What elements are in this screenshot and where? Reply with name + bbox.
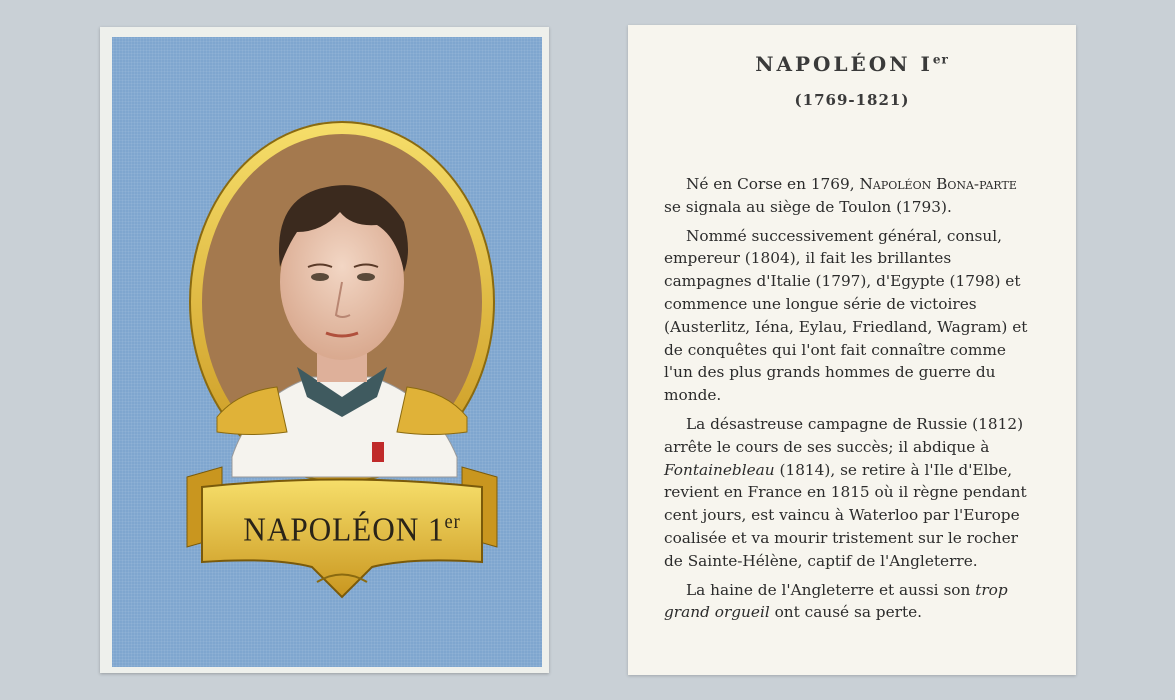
paragraph-3: [664, 413, 1037, 573]
paragraph-1: [664, 173, 1037, 219]
p4-b: trop grand orgueil: [664, 580, 1008, 622]
back-dates: (1769-1821): [794, 91, 910, 109]
back-card: [628, 25, 1076, 675]
p3-a: La désastreuse campagne de Russie (1812) arrête le cours de ses succès; il abdique à: [664, 414, 1024, 456]
front-card-face: [112, 37, 542, 667]
p4-a: La haine de l'Angleterre et aussi son: [686, 580, 976, 599]
back-title: [628, 52, 1076, 76]
p3-c: (1814), se retire à l'Ile d'Elbe, revient en France en 1815 où il règne pendant cent jours, est vaincu à Waterloo par l'Europe coalisée et va mourir tristement sur le rocher de Sainte-Hélène, captif de l'Angleterre.: [664, 460, 1027, 570]
banner-name: [237, 511, 467, 549]
p4-c: ont causé sa perte.: [769, 603, 923, 622]
p1-a: Né en Corse en 1769,: [686, 175, 860, 193]
p1-b: Napoléon Bona-parte: [859, 175, 1017, 193]
p3-b: Fontainebleau: [664, 460, 775, 479]
portrait-illustration: [112, 37, 542, 667]
banner-name-sup: er: [444, 511, 461, 533]
paragraph-4: [664, 579, 1037, 625]
p1-c: se signala au siège de Toulon (1793).: [664, 197, 952, 216]
right-eye: [357, 273, 375, 281]
medal-ribbon: [372, 442, 384, 462]
biography-text: [664, 173, 1037, 630]
back-title-text: NAPOLÉON I: [755, 52, 933, 76]
left-eye: [311, 273, 329, 281]
banner-name-text: NAPOLÉON 1: [243, 511, 445, 549]
back-title-sup: er: [932, 52, 949, 67]
paragraph-2: Nommé successivement général, consul, empereur (1804), il fait les brillantes campagnes d'Italie (1797), d'Egypte (1798) et commence une longue série de victoires (Austerlitz, Iéna, Eylau, Friedland, Wagram) et de conquêtes qui l'ont fait connaître comme l'un des plus grands hommes de guerre du monde.: [664, 226, 1028, 405]
front-card: [100, 27, 549, 673]
